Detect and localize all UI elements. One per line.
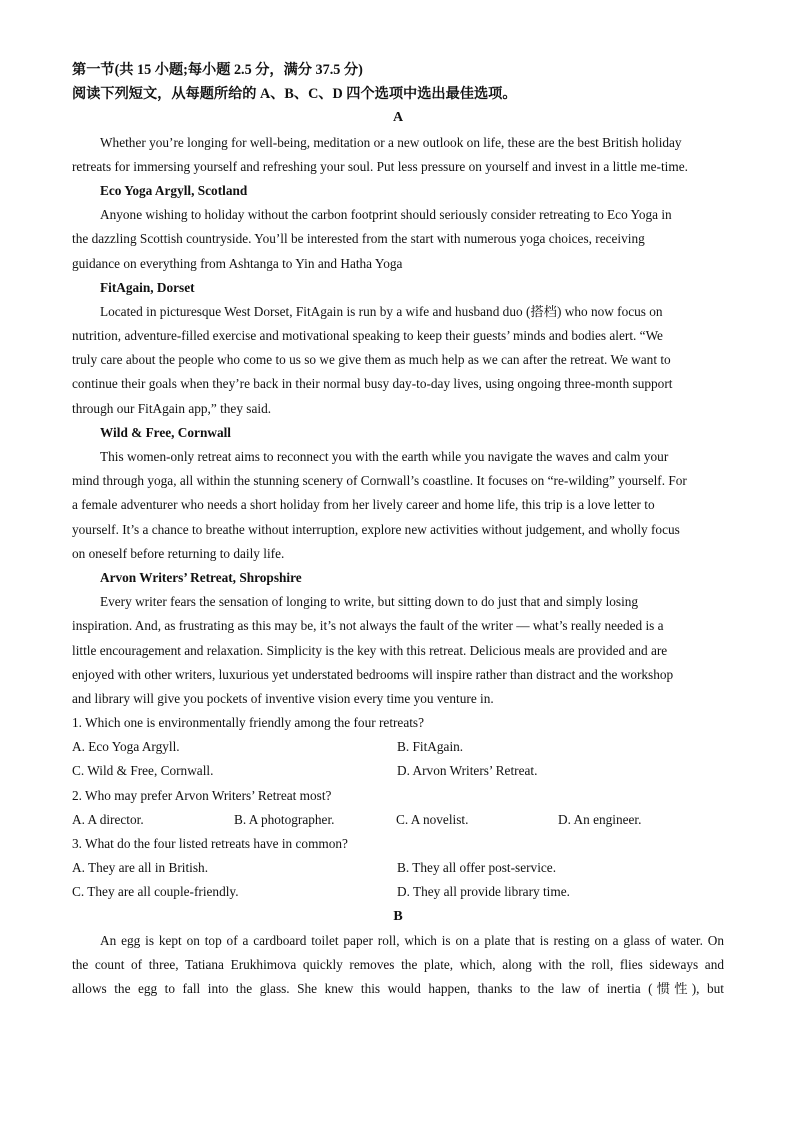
- option-d: D. An engineer.: [558, 811, 642, 827]
- retreat-text-line: little encouragement and relaxation. Simplicity is the key with this retreat. Delicious meals are provided and are: [72, 642, 668, 658]
- retreat-title-fitagain: FitAgain, Dorset: [100, 279, 195, 295]
- option-a: A. Eco Yoga Argyll.: [72, 739, 180, 755]
- option-d: D. They all provide library time.: [397, 884, 570, 900]
- retreat-text-line: truly care about the people who come to us so we give them as much help as we can after the retreat. We want to: [72, 352, 671, 368]
- question-1-options-row: [72, 735, 724, 759]
- retreat-text-line: a female adventurer who needs a short holiday from her lively career and home life, this trip is a love letter to: [72, 497, 655, 513]
- passage-a-intro-line: Whether you’re longing for well-being, meditation or a new outlook on life, these are the best British holiday: [100, 134, 682, 150]
- option-b: B. FitAgain.: [397, 739, 464, 755]
- option-b: B. A photographer.: [234, 811, 335, 827]
- retreat-text-line: nutrition, adventure-filled exercise and motivational speaking to keep their guests’ minds and bodies alert. “We: [72, 328, 663, 344]
- retreat-text-line: on oneself before returning to daily life.: [72, 545, 285, 561]
- question-3-options-row: [72, 880, 724, 904]
- option-c: C. They are all couple-friendly.: [72, 884, 239, 900]
- question-1-stem: 1. Which one is environmentally friendly among the four retreats?: [72, 715, 425, 731]
- option-b: B. They all offer post-service.: [397, 860, 557, 876]
- option-a: A. They are all in British.: [72, 860, 209, 876]
- passage-b-letter: B: [393, 908, 403, 924]
- passage-b-line: allows the egg to fall into the glass. She knew this would happen, thanks to the law of inertia (惯性), but: [72, 981, 724, 997]
- passage-b-line: the count of three, Tatiana Erukhimova quickly removes the plate, which, along with the roll, flies sideways and: [72, 956, 724, 972]
- question-3-options-row: [72, 856, 724, 880]
- retreat-title-eco-yoga: Eco Yoga Argyll, Scotland: [100, 182, 248, 198]
- instructions: 阅读下列短文，从每题所给的 A、B、C、D 四个选项中选出最佳选项。: [72, 86, 517, 103]
- section-header: 第一节(共 15 小题;每小题 2.5 分，满分 37.5 分): [72, 62, 363, 78]
- retreat-text-line: the dazzling Scottish countryside. You’ll be interested from the start with numerous yoga choices, receiving: [72, 231, 645, 247]
- passage-a-intro-line: retreats for immersing yourself and refreshing your soul. Put less pressure on yourself and invest in a little me-time.: [72, 158, 688, 174]
- option-d: D. Arvon Writers’ Retreat.: [397, 763, 538, 779]
- retreat-text-line: This women-only retreat aims to reconnect you with the earth while you navigate the waves and calm your: [100, 449, 669, 464]
- retreat-text-line: continue their goals when they’re back in their normal busy day-to-day lives, using ongoing three-month support: [72, 376, 673, 392]
- option-c: C. Wild & Free, Cornwall.: [72, 763, 214, 779]
- passage-b-line: An egg is kept on top of a cardboard toilet paper roll, which is on a plate that is resting on a glass of water. On: [100, 932, 724, 948]
- retreat-text-line: and library will give you pockets of inventive vision every time you venture in.: [72, 690, 494, 706]
- retreat-text-line: Located in picturesque West Dorset, FitAgain is run by a wife and husband duo (搭档) who now focus on: [100, 303, 663, 319]
- retreat-title-arvon: Arvon Writers’ Retreat, Shropshire: [100, 569, 302, 585]
- retreat-text-line: enjoyed with other writers, luxurious yet understated bedrooms will inspire rather than distract and the workshop: [72, 666, 674, 682]
- question-2-options-row: [72, 808, 724, 832]
- retreat-text-line: Every writer fears the sensation of longing to write, but sitting down to do just that and simply losing: [100, 594, 639, 610]
- retreat-title-wild-free: Wild & Free, Cornwall: [100, 424, 231, 440]
- exam-page: [72, 58, 724, 1001]
- retreat-text-line: yourself. It’s a chance to breathe without interruption, explore new activities without judgement, and wholly focus: [72, 521, 680, 537]
- question-2-stem: 2. Who may prefer Arvon Writers’ Retreat most?: [72, 787, 332, 803]
- retreat-text-line: mind through yoga, all within the stunning scenery of Cornwall’s coastline. It focuses on “re-wilding” yourself. For: [72, 473, 687, 489]
- retreat-text-line: inspiration. And, as frustrating as this may be, it’s not always the fault of the writer — what’s really needed is a: [72, 618, 664, 634]
- retreat-text-line: guidance on everything from Ashtanga to Yin and Hatha Yoga: [72, 255, 403, 271]
- question-1-options-row: [72, 759, 724, 783]
- retreat-text-line: through our FitAgain app,” they said.: [72, 400, 272, 416]
- passage-a-letter: A: [392, 110, 404, 126]
- option-a: A. A director.: [72, 811, 144, 827]
- option-c: C. A novelist.: [396, 811, 469, 827]
- retreat-text-line: Anyone wishing to holiday without the carbon footprint should seriously consider retreating to Eco Yoga in: [100, 207, 672, 223]
- question-3-stem: 3. What do the four listed retreats have in common?: [72, 836, 348, 851]
